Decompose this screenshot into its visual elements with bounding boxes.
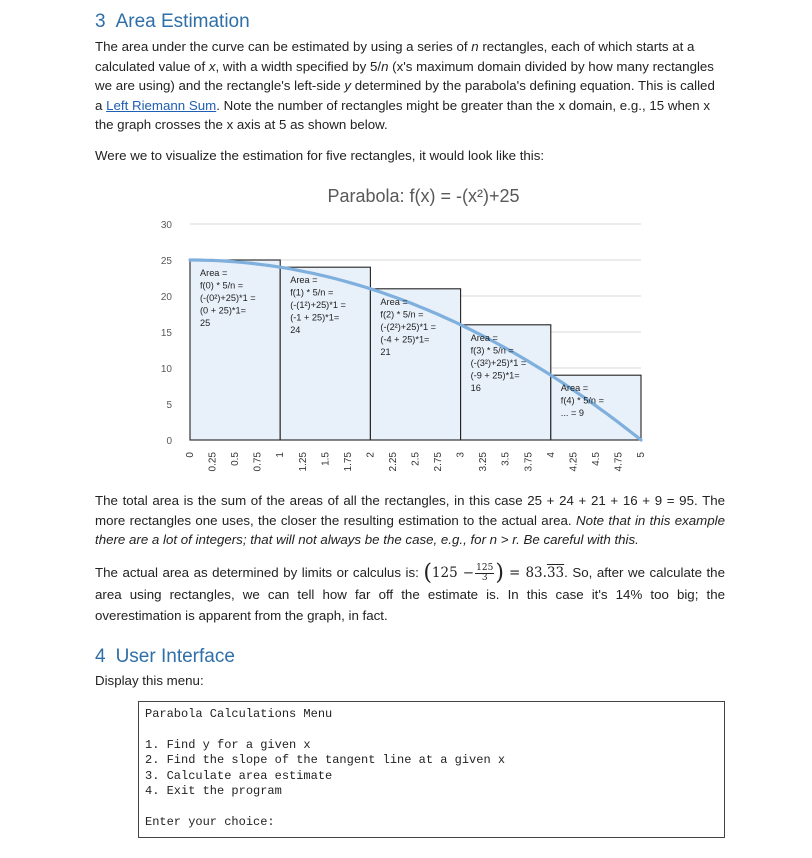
text-run: x: [208, 58, 216, 74]
x-tick-label: 1.25: [297, 452, 309, 472]
x-tick-label: 4.75: [613, 452, 625, 472]
rectangle-area-label: Area =: [200, 268, 228, 278]
x-tick-label: 1.75: [342, 452, 354, 472]
x-tick-label: 1: [275, 452, 287, 458]
rectangle-area-label: Area =: [470, 332, 498, 343]
rectangle-area-label: (-(2²)+25)*1 =: [380, 321, 437, 332]
text-run: y: [344, 78, 352, 93]
x-tick-label: 3.5: [500, 452, 512, 466]
y-tick-label: 15: [160, 328, 172, 339]
y-tick-label: 5: [166, 400, 172, 411]
repeating-decimal: 33: [546, 565, 565, 581]
menu-spacer: [145, 800, 718, 815]
text-run: n: [471, 39, 479, 54]
y-tick-label: 10: [160, 364, 172, 375]
section-3-heading: [95, 11, 250, 33]
x-tick-label: 5: [636, 452, 647, 458]
chart-title: Parabola: f(x) = -(x²)+25: [327, 186, 520, 206]
x-tick-label: 4.25: [568, 452, 580, 472]
y-tick-label: 30: [160, 220, 172, 231]
formula-result: = 83.: [503, 565, 547, 581]
visualize-paragraph: Were we to visualize the estimation for five rectangles, it would look like this:: [95, 148, 545, 163]
rectangle-area-label: (-(1²)+25)*1 =: [290, 300, 346, 311]
rectangle-area-label: ... = 9: [560, 408, 585, 419]
menu-title: Parabola Calculations Menu: [145, 707, 333, 721]
rectangle-area-label: 21: [380, 346, 391, 357]
section-number: 4: [95, 646, 106, 667]
fraction-numerator: 125: [476, 563, 494, 573]
rectangle-area-label: f(4) * 5/n =: [560, 395, 604, 406]
x-tick-label: 1.5: [320, 452, 332, 466]
x-tick-label: 0: [185, 452, 196, 458]
x-tick-label: 2.5: [410, 452, 422, 466]
text-run: determined by the parabola's defining equation. This is called a: [95, 78, 715, 113]
left-riemann-sum-link[interactable]: Left Riemann Sum: [106, 97, 217, 113]
x-tick-label: 0.25: [207, 452, 219, 472]
section-title: Area Estimation: [115, 11, 250, 32]
text-run: , with a width specified by 5/: [215, 58, 382, 74]
x-tick-label: 0.75: [252, 452, 264, 472]
x-tick-label: 4: [545, 452, 557, 458]
menu-item-2: 2. Find the slope of the tangent line at a given x: [145, 753, 506, 767]
display-menu-intro: Display this menu:: [95, 673, 204, 688]
rectangle-area-label: 16: [470, 382, 481, 393]
area-formula: [423, 560, 565, 586]
y-tick-label: 25: [160, 256, 172, 267]
text-run: rectangles, each of which starts at a calculated value of: [95, 39, 695, 74]
x-tick-label: 3.75: [523, 452, 535, 472]
text-run: (x's maximum domain divided by how many rectangles we are using) and the rectangle's left-side: [95, 58, 714, 93]
y-tick-label: 20: [160, 292, 172, 303]
rectangle-area-label: 25: [200, 318, 211, 328]
rectangle-area-label: (-(3²)+25)*1 =: [470, 357, 527, 368]
x-tick-label: 4.5: [590, 452, 602, 466]
rectangle-area-label: (-(0²)+25)*1 =: [200, 293, 256, 303]
menu-item-1: 1. Find y for a given x: [145, 737, 311, 752]
fraction-denominator: 3: [481, 573, 488, 583]
y-tick-label: 0: [166, 436, 172, 447]
parabola-chart: [140, 176, 660, 476]
paren-close: ): [495, 560, 504, 586]
x-tick-label: 3.25: [478, 452, 490, 472]
section-number: 3: [95, 11, 106, 32]
text-run: The area under the curve can be estimated by using a series of: [95, 39, 472, 54]
section-title: User Interface: [115, 646, 235, 667]
rectangle-area-label: (-9 + 25)*1=: [470, 370, 520, 381]
rectangle-area-label: Area =: [560, 383, 589, 394]
text-run: . Note the number of rectangles might be greater than the x domain, e.g., 15 when x the graph crosses the x axis at 5 as shown below.: [95, 97, 710, 132]
menu-item-3: 3. Calculate area estimate: [145, 768, 333, 783]
fraction: [475, 564, 494, 583]
rectangle-area-label: 24: [290, 325, 301, 336]
rectangle-area-label: (-4 + 25)*1=: [380, 334, 430, 345]
formula-term: 125 −: [431, 565, 475, 581]
x-tick-label: 2.75: [433, 452, 445, 472]
text-run: The total area is the sum of the areas of all the rectangles, in this case 25 + 24 + 21 + 16 + 9 = 95. The more rectangles one uses, the closer the resulting estimation to the actual area.: [95, 493, 725, 528]
menu-box: [138, 701, 725, 838]
rectangle-area-label: f(3) * 5/n =: [470, 345, 514, 356]
text-run: n: [381, 58, 389, 74]
actual-area-paragraph: [95, 562, 725, 626]
x-tick-label: 2: [365, 452, 377, 458]
rectangle-area-label: f(1) * 5/n =: [290, 287, 334, 298]
text-run: . So, after we calculate the area using rectangles, we can tell how far off the estimate is. In this case it's 14% too big; the overestimation is apparent from the graph, in fact.: [95, 565, 725, 623]
paren-open: (: [423, 560, 432, 586]
x-tick-label: 2.25: [387, 452, 399, 472]
rectangle-area-label: Area =: [380, 296, 408, 307]
rectangle-area-label: f(0) * 5/n =: [200, 280, 244, 291]
menu-spacer: [145, 723, 718, 738]
total-area-paragraph: [95, 491, 725, 550]
rectangle-area-label: (-1 + 25)*1=: [290, 312, 340, 323]
rectangle-area-label: (0 + 25)*1=: [200, 305, 246, 316]
menu-item-4: 4. Exit the program: [145, 784, 282, 798]
text-run: The actual area as determined by limits or calculus is:: [95, 565, 424, 580]
x-tick-label: 3: [455, 452, 467, 458]
x-tick-label: 0.5: [230, 452, 242, 466]
rectangle-area-label: f(2) * 5/n =: [380, 309, 424, 320]
note-italic: Note that in this example there are a lot of integers; that will not always be the case, e.g., for n > r. Be careful with this.: [95, 512, 725, 547]
menu-prompt: Enter your choice:: [145, 814, 275, 829]
section-4-heading: [95, 646, 235, 668]
rectangle-area-label: Area =: [290, 275, 318, 286]
intro-paragraph: [95, 37, 725, 135]
